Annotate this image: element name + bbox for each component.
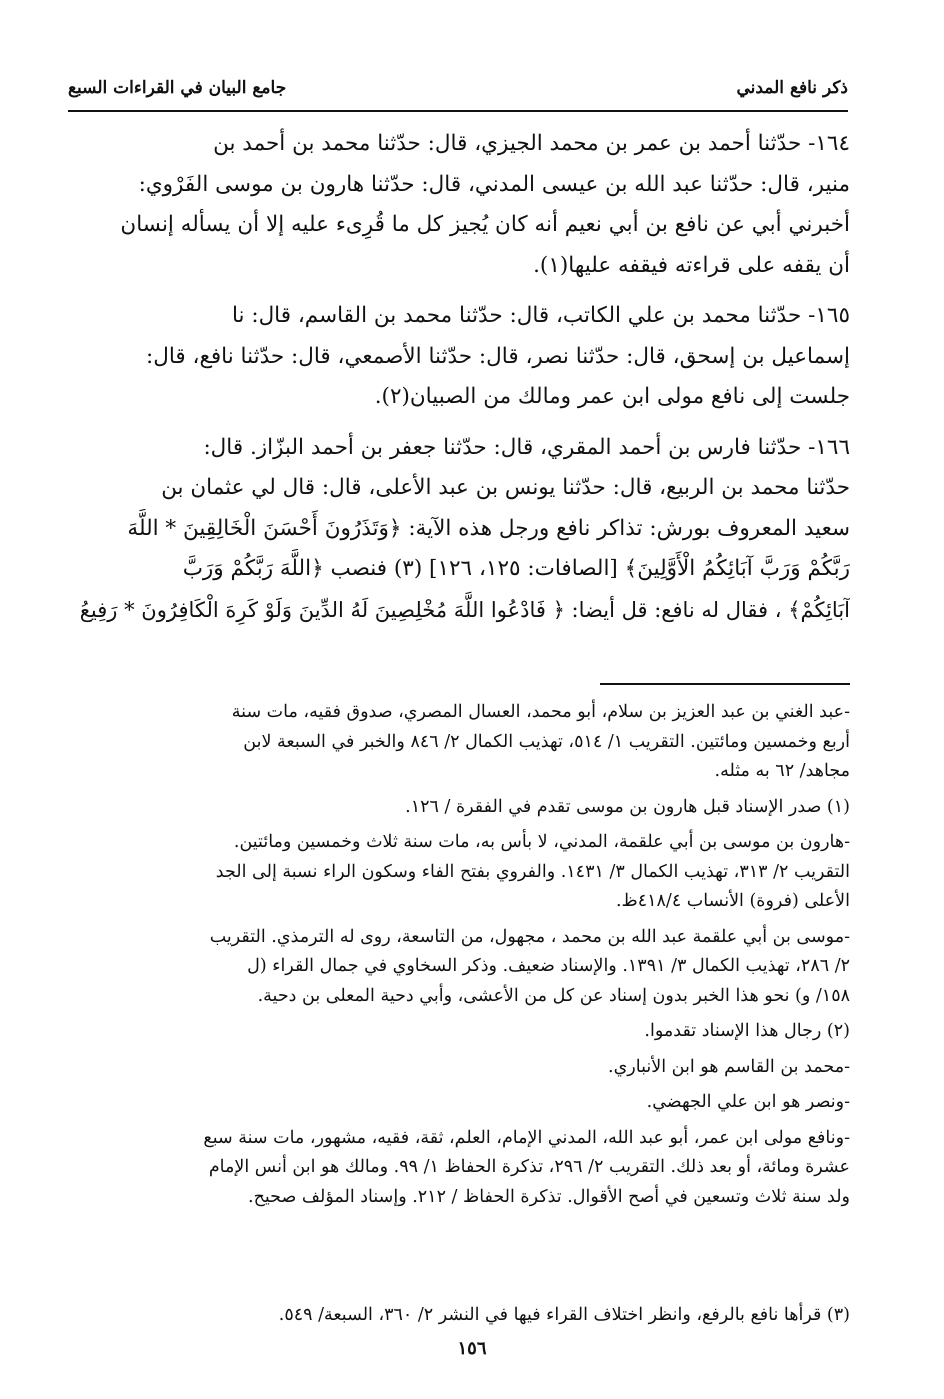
footnote-line: -ونصر هو ابن علي الجهضي. — [646, 1092, 850, 1112]
text-line: ١٦٥- حدّثنا محمد بن علي الكاتب، قال: حدّثنا محمد بن القاسم، قال: نا — [231, 303, 850, 328]
footnote-line: عشرة ومائة، أو بعد ذلك. التقريب ٢/ ٢٩٦، تذكرة الحفاظ ١/ ٩٩. ومالك هو ابن أنس الإمام — [208, 1157, 850, 1177]
footnote — [66, 793, 850, 823]
footnote-line: ١٥٨/ و) نحو هذا الخبر بدون إسناد عن كل من الأعشى، وأبي دحية المعلى بن دحية. — [257, 985, 850, 1006]
footnote-line: -عبد الغني بن عبد العزيز بن سلام، أبو محمد، العسال المصري، صدوق فقيه، مات سنة — [231, 702, 850, 722]
footnote-3: (٣) قرأها نافع بالرفع، وانظر اختلاف القراء فيها في النشر ٢/ ٣٦٠، السبعة/ ٥٤٩. — [278, 1305, 850, 1325]
text-line: رَبَّكُمْ وَرَبَّ آبَائِكُمُ الْأَوَّلِينَ﴾ [الصافات: ١٢٥، ١٢٦] (٣) فنصب ﴿اللَّهَ رَبَّكُمْ وَرَبَّ — [182, 556, 850, 581]
text-line: حدّثنا محمد بن الربيع، قال: حدّثنا يونس بن عبد الأعلى، قال: قال لي عثمان بن — [161, 475, 850, 500]
text-line: جلست إلى نافع مولى ابن عمر ومالك من الصبيان(٢). — [374, 384, 850, 409]
footnote-line: (١) صدر الإسناد قبل هارون بن موسى تقدم في الفقرة / ١٢٦. — [405, 796, 850, 817]
text-line: منير، قال: حدّثنا عبد الله بن عيسى المدني، قال: حدّثنا هارون بن موسى الفَرْوي: — [138, 171, 850, 197]
text-line: إسماعيل بن إسحق، قال: حدّثنا نصر، قال: حدّثنا الأصمعي، قال: حدّثنا نافع، قال: — [145, 343, 850, 369]
text-line: ١٦٦- حدّثنا فارس بن أحمد المقري، قال: حدّثنا جعفر بن أحمد البزّاز. قال: — [203, 434, 850, 460]
footnote-line: ٢/ ٢٨٦، تهذيب الكمال ٣/ ١٣٩١. والإسناد ضعيف. وذكر السخاوي في جمال القراء (ل — [247, 956, 850, 976]
footnote-line: أربع وخمسين ومائتين. التقريب ١/ ٥١٤، تهذيب الكمال ٢/ ٨٤٦ والخبر في السبعة لابن — [243, 731, 850, 752]
footnote — [66, 923, 850, 1012]
footnote-line: ولد سنة ثلاث وتسعين في أصح الأقوال. تذكرة الحفاظ / ٢١٢. وإسناد المؤلف صحيح. — [248, 1186, 850, 1207]
footnote-line: -ونافع مولى ابن عمر، أبو عبد الله، المدني الإمام، العلم، ثقة، فقيه، مشهور، مات سنة سبع — [203, 1127, 850, 1148]
footnote-line: -هارون بن موسى بن أبي علقمة، المدني، لا بأس به، مات سنة ثلاث وخمسين ومائتين. — [233, 832, 850, 852]
footnote — [66, 1088, 850, 1118]
header-rule — [68, 110, 848, 112]
footnote-line: الأعلى (فروة) الأنساب ٤١٨/٤ظ. — [615, 891, 850, 911]
footnote — [66, 1053, 850, 1083]
text-line: آبَائِكُمْ﴾ ، فقال له نافع: قل أيضا: ﴿ فَادْعُوا اللَّهَ مُخْلِصِينَ لَهُ الدِّينَ وَلَوْ كَرِهَ الْكَافِرُونَ * رَفِيعُ — [79, 597, 850, 622]
running-header — [68, 78, 848, 108]
chapter-title: ذكر نافع المدني — [736, 78, 848, 98]
footnote — [66, 1017, 850, 1047]
footnotes — [66, 698, 850, 1218]
paragraph-165 — [66, 296, 850, 418]
footnote — [66, 828, 850, 917]
footnote-line: التقريب ٢/ ٣١٣، تهذيب الكمال ٣/ ١٤٣١. والفروي بفتح الفاء وسكون الراء نسبة إلى الجد — [215, 861, 850, 882]
footnote-separator — [600, 683, 850, 685]
main-text — [66, 124, 850, 640]
paragraph-164 — [66, 124, 850, 286]
footnote-line: مجاهد/ ٦٢ به مثله. — [714, 761, 850, 781]
text-line: أخبرني أبي عن نافع بن أبي نعيم أنه كان يُجيز كل ما قُرِىء عليه إلا أن يسأله إنسان — [120, 212, 850, 237]
footnote — [66, 698, 850, 787]
page-number: ١٥٦ — [457, 1338, 487, 1359]
paragraph-166 — [66, 428, 850, 631]
text-line: سعيد المعروف بورش: تذاكر نافع ورجل هذه الآية: ﴿وَتَذَرُونَ أَحْسَنَ الْخَالِقِينَ * اللَّهَ — [127, 515, 850, 541]
footnote-line: (٢) رجال هذا الإسناد تقدموا. — [644, 1021, 850, 1041]
footnote — [66, 1124, 850, 1213]
text-line: ١٦٤- حدّثنا أحمد بن عمر بن محمد الجيزي، قال: حدّثنا محمد بن أحمد بن — [213, 131, 850, 156]
text-line: أن يقفه على قراءته فيقفه عليها(١). — [533, 252, 850, 278]
book-title: جامع البيان في القراءات السبع — [68, 78, 287, 98]
footnote-line: -موسى بن أبي علقمة عبد الله بن محمد ، مجهول، من التاسعة، روى له الترمذي. التقريب — [209, 926, 850, 947]
footnote-line: -محمد بن القاسم هو ابن الأنباري. — [608, 1056, 850, 1077]
